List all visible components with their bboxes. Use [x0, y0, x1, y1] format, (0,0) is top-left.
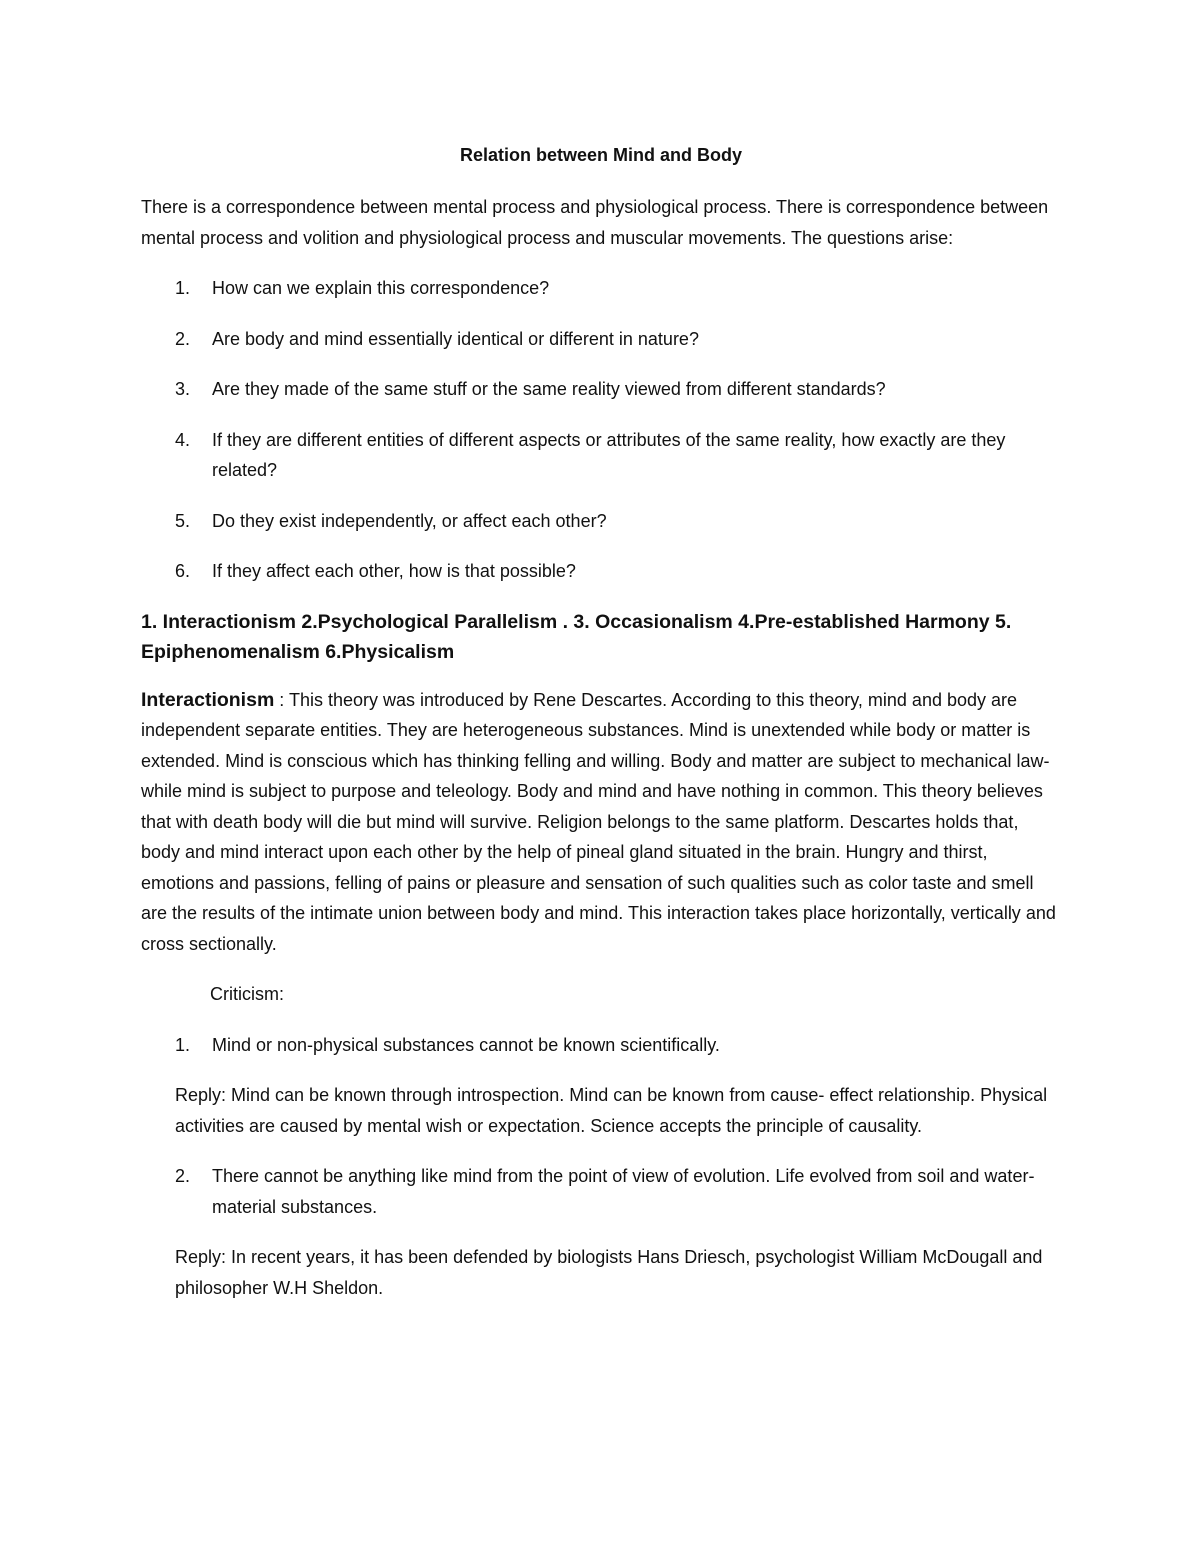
list-number: 1.: [175, 278, 191, 298]
list-number: 2.: [175, 328, 191, 349]
list-item: [141, 1030, 1061, 1061]
criticism-list-1: [141, 1030, 1061, 1061]
list-item-text: Are body and mind essentially identical or different in nature?: [212, 328, 699, 349]
list-item: [141, 425, 1061, 486]
list-number: 6.: [175, 561, 191, 581]
interactionism-paragraph: [141, 685, 1061, 960]
list-item: [141, 273, 1061, 304]
list-number: 1.: [175, 1034, 191, 1055]
questions-list: [141, 273, 1061, 587]
interactionism-heading: Interactionism: [141, 688, 275, 711]
list-item-text: Mind or non-physical substances cannot be known scientifically.: [212, 1034, 720, 1055]
intro-paragraph: There is a correspondence between mental process and physiological process. There is correspondence between mental process and volition and physiological process and muscular movements. The questions arise:: [141, 197, 1049, 248]
reply-paragraph-1: Reply: Mind can be known through introspection. Mind can be known from cause- effect relationship. Physical activities are caused by mental wish or expectation. Science accepts the principle of causality.: [175, 1085, 1048, 1136]
document-content: [141, 140, 1061, 1323]
list-item: [141, 556, 1061, 587]
list-item: [141, 374, 1061, 405]
criticism-label: Criticism:: [210, 984, 284, 1004]
list-item-text: If they are different entities of different aspects or attributes of the same reality, how exactly are they related?: [212, 429, 1006, 480]
list-number: 2.: [175, 1166, 191, 1186]
reply-paragraph-2: Reply: In recent years, it has been defended by biologists Hans Driesch, psychologist William McDougall and philosopher W.H Sheldon.: [175, 1247, 1043, 1298]
list-item-text: There cannot be anything like mind from the point of view of evolution. Life evolved from soil and water- material substances.: [212, 1166, 1035, 1217]
list-number: 4.: [175, 429, 191, 450]
interactionism-text: : This theory was introduced by Rene Descartes. According to this theory, mind and body are independent separate entities. They are heterogeneous substances. Mind is unextended while body or matter is extended. Mind is conscious which has thinking felling and willing. Body and matter are subject to mechanical law- while mind is subject to purpose and teleology. Body and mind and have nothing in common. This theory believes that with death body will die but mind will survive. Religion belongs to the same platform. Descartes holds that, body and mind interact upon each other by the help of pineal gland situated in the brain. Hungry and thirst, emotions and passions, felling of pains or pleasure and sensation of such qualities such as color taste and smell are the results of the intimate union between body and mind. This interaction takes place horizontally, vertically and cross sectionally.: [141, 689, 1056, 954]
document-title: Relation between Mind and Body: [459, 145, 742, 165]
list-item-text: If they affect each other, how is that possible?: [212, 561, 576, 581]
list-item-text: Are they made of the same stuff or the same reality viewed from different standards?: [212, 379, 886, 399]
theories-heading: 1. Interactionism 2.Psychological Parallelism . 3. Occasionalism 4.Pre-established Harmony 5. Epiphenomenalism 6.Physicalism: [141, 610, 1012, 663]
criticism-list-2: [141, 1161, 1061, 1222]
list-number: 5.: [175, 510, 191, 531]
list-item: [141, 506, 1061, 537]
list-number: 3.: [175, 379, 191, 399]
list-item: [141, 1161, 1061, 1222]
list-item: [141, 324, 1061, 355]
list-item-text: How can we explain this correspondence?: [212, 278, 550, 298]
list-item-text: Do they exist independently, or affect each other?: [212, 510, 607, 531]
